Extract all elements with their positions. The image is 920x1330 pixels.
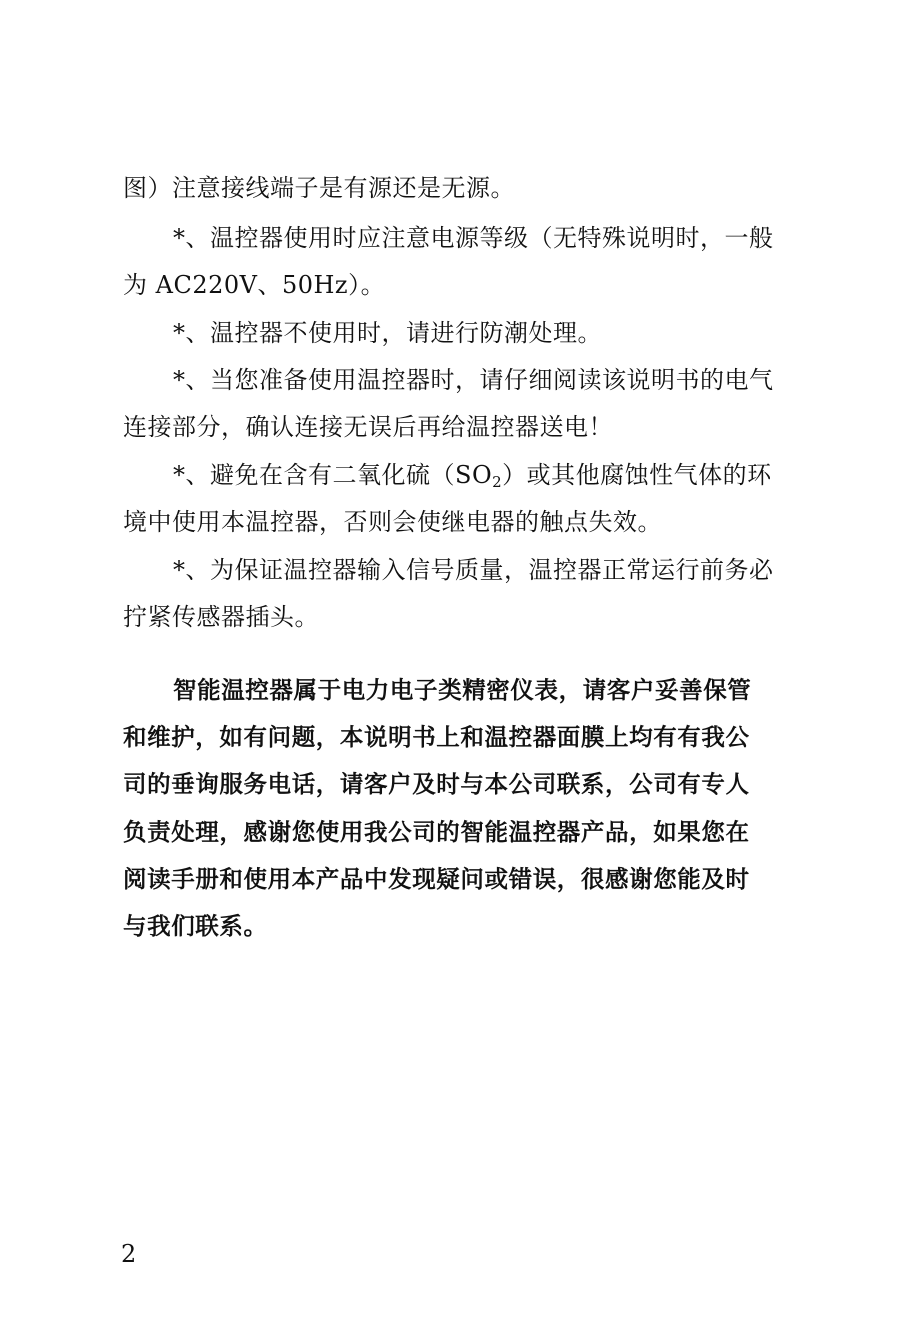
note-signal-line-1: *、为保证温控器输入信号质量，温控器正常运行前务必: [173, 556, 774, 584]
note-signal-line-2: 拧紧传感器插头。: [123, 603, 319, 631]
closing-line-1: 智能温控器属于电力电子类精密仪表，请客户妥善保管: [173, 676, 752, 704]
note-gas-line-1: [173, 461, 772, 489]
note-power-line-1: *、温控器使用时应注意电源等级（无特殊说明时，一般: [173, 224, 774, 252]
closing-line-6: 与我们联系。: [123, 912, 268, 940]
note-terminal-line: 图）注意接线端子是有源还是无源。: [123, 174, 515, 202]
note-moisture-line: *、温控器不使用时，请进行防潮处理。: [173, 319, 602, 347]
note-power-line-2: 为 AC220V、50Hz）。: [123, 271, 386, 299]
note-connect-line-2: 连接部分，确认连接无误后再给温控器送电！: [123, 413, 613, 441]
page-number: 2: [121, 1240, 137, 1268]
note-gas-subscript: 2: [492, 473, 503, 491]
note-gas-text-post: ）或其他腐蚀性气体的环: [502, 461, 772, 489]
closing-line-5: 阅读手册和使用本产品中发现疑问或错误，很感谢您能及时: [123, 865, 750, 893]
note-gas-line-2: 境中使用本温控器，否则会使继电器的触点失效。: [123, 508, 662, 536]
note-gas-text-pre: *、避免在含有二氧化硫（SO: [173, 461, 493, 489]
note-connect-line-1: *、当您准备使用温控器时，请仔细阅读该说明书的电气: [173, 366, 774, 394]
closing-line-3: 司的垂询服务电话，请客户及时与本公司联系，公司有专人: [123, 770, 750, 798]
closing-line-4: 负责处理，感谢您使用我公司的智能温控器产品，如果您在: [123, 818, 750, 846]
closing-line-2: 和维护，如有问题，本说明书上和温控器面膜上均有有我公: [123, 723, 750, 751]
